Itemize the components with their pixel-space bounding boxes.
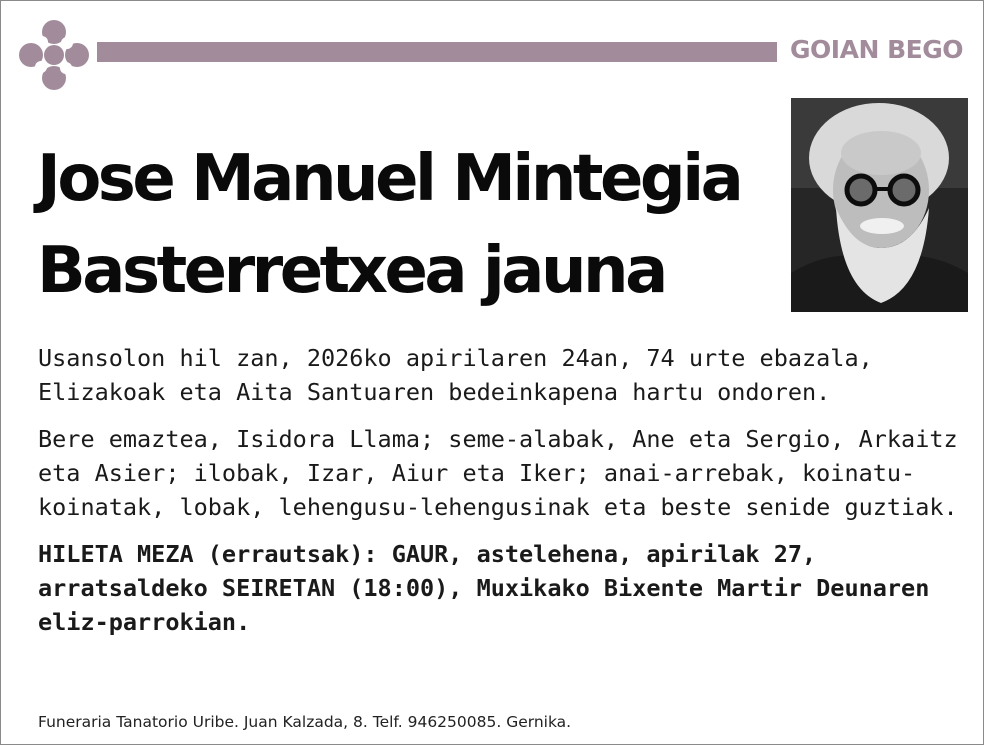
announcement-body [38,341,968,652]
name-line-2: Basterretxea jauna [37,234,665,308]
death-notice: Usansolon hil zan, 2026ko apirilaren 24an, 74 urte ebazala, Elizakoak eta Aita Santuaren bedeinkapena hartu ondoren. [38,344,873,406]
family-list: Bere emaztea, Isidora Llama; seme-alabak, Ane eta Sergio, Arkaitz eta Asier; ilobak, Izar, Aiur eta Iker; anai-arrebak, koinatu-koinatak, lobak, lehengusu-lehengusinak eta beste senide guztiak. [38,425,958,521]
header-label: GOIAN BEGO [790,35,963,64]
deceased-name [37,133,777,317]
funeral-mass-details: HILETA MEZA (errautsak): GAUR, astelehena, apirilak 27, arratsaldeko SEIRETAN (18:00), Muxikako Bixente Martir Deunaren eliz-parrokian. [38,540,930,636]
header-bar [97,42,777,62]
lauburu-icon [15,18,93,92]
funeral-home-footer: Funeraria Tanatorio Uribe. Juan Kalzada, 8. Telf. 946250085. Gernika. [38,713,572,731]
portrait-photo [791,98,968,312]
name-line-1: Jose Manuel Mintegia [37,142,741,216]
